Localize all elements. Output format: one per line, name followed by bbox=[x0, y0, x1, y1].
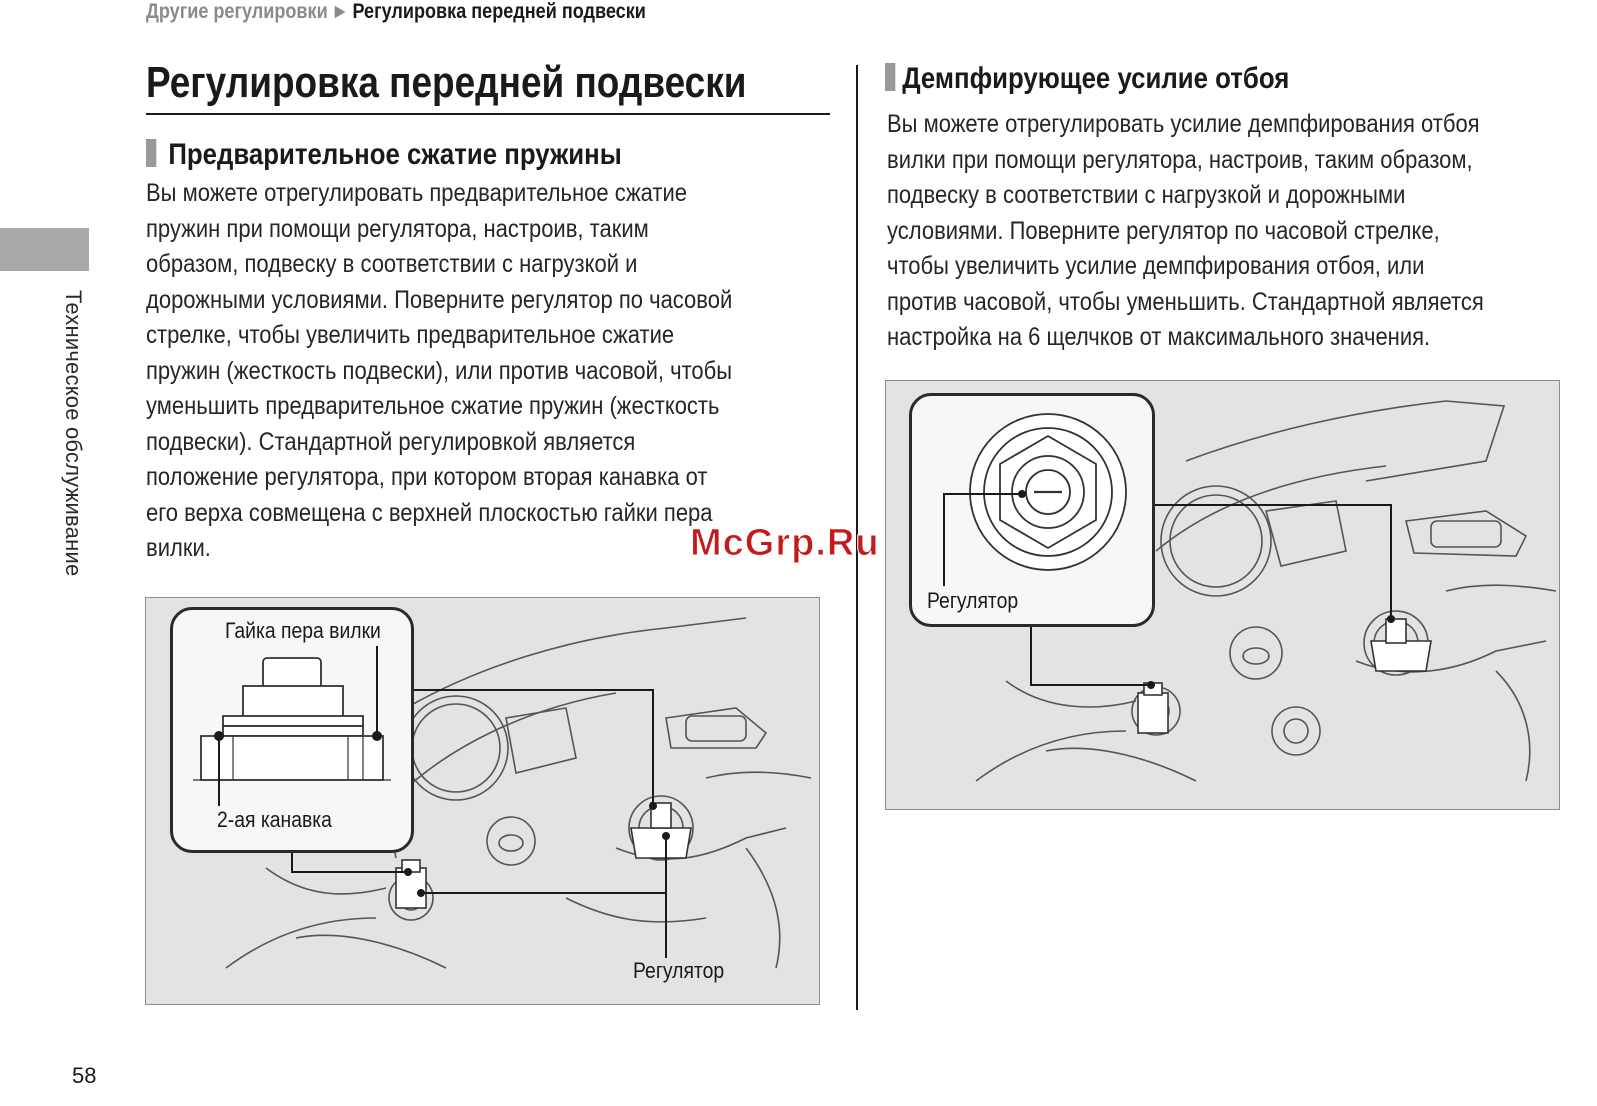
chapter-side-label: Техническое обслуживание bbox=[61, 290, 86, 577]
page-number: 58 bbox=[72, 1063, 97, 1088]
fork-nut-detail-inset bbox=[170, 607, 414, 853]
callout-fork-nut: Гайка пера вилки bbox=[225, 618, 381, 643]
heading-bar-icon bbox=[146, 139, 156, 167]
rebound-damping-illustration bbox=[885, 380, 1560, 810]
callout-adjuster: Регулятор bbox=[927, 588, 1019, 613]
breadcrumb-current: Регулировка передней подвески bbox=[352, 0, 646, 23]
spring-preload-illustration bbox=[145, 597, 820, 1005]
callout-second-groove: 2-ая канавка bbox=[217, 807, 332, 832]
heading-bar-icon bbox=[885, 63, 895, 91]
section-heading-rebound-damping bbox=[885, 62, 1289, 96]
spring-preload-paragraph: Вы можете отрегулировать предварительное сжатие пружин при помощи регулятора, настроив, таким образом, подвеску в соответствии с нагрузкой и дорожными условиями. Поверните регулятор по часовой стрелке, чтобы увеличить предварительное сжатие пружин (жесткость подвески), или против часовой, чтобы уменьшить предварительное сжатие пружин (жесткость подвески). Стандартной регулировкой является положение регулятора, при котором вторая канавка от его верха совмещена с верхней плоскостью гайки пера вилки. bbox=[146, 179, 733, 562]
breadcrumb bbox=[146, 0, 646, 26]
section-heading-text: Предварительное сжатие пружины bbox=[168, 138, 622, 171]
breadcrumb-separator-icon: ► bbox=[331, 0, 350, 23]
page-title: Регулировка передней подвески bbox=[146, 58, 747, 107]
title-underline bbox=[146, 113, 830, 115]
adjuster-detail-inset bbox=[909, 393, 1155, 627]
watermark-logo: McGrp.Ru bbox=[690, 522, 880, 564]
breadcrumb-parent[interactable]: Другие регулировки bbox=[146, 0, 328, 23]
callout-adjuster: Регулятор bbox=[633, 958, 725, 983]
section-heading-spring-preload bbox=[146, 138, 622, 172]
section-heading-text: Демпфирующее усилие отбоя bbox=[902, 62, 1290, 95]
chapter-tab-marker bbox=[0, 228, 89, 271]
rebound-damping-paragraph: Вы можете отрегулировать усилие демпфирования отбоя вилки при помощи регулятора, настроив, таким образом, подвеску в соответствии с нагрузкой и дорожными условиями. Поверните регулятор по часовой стрелке, чтобы увеличить усилие демпфирования отбоя, или против часовой, чтобы уменьшить. Стандартной является настройка на 6 щелчков от максимального значения. bbox=[887, 110, 1484, 351]
